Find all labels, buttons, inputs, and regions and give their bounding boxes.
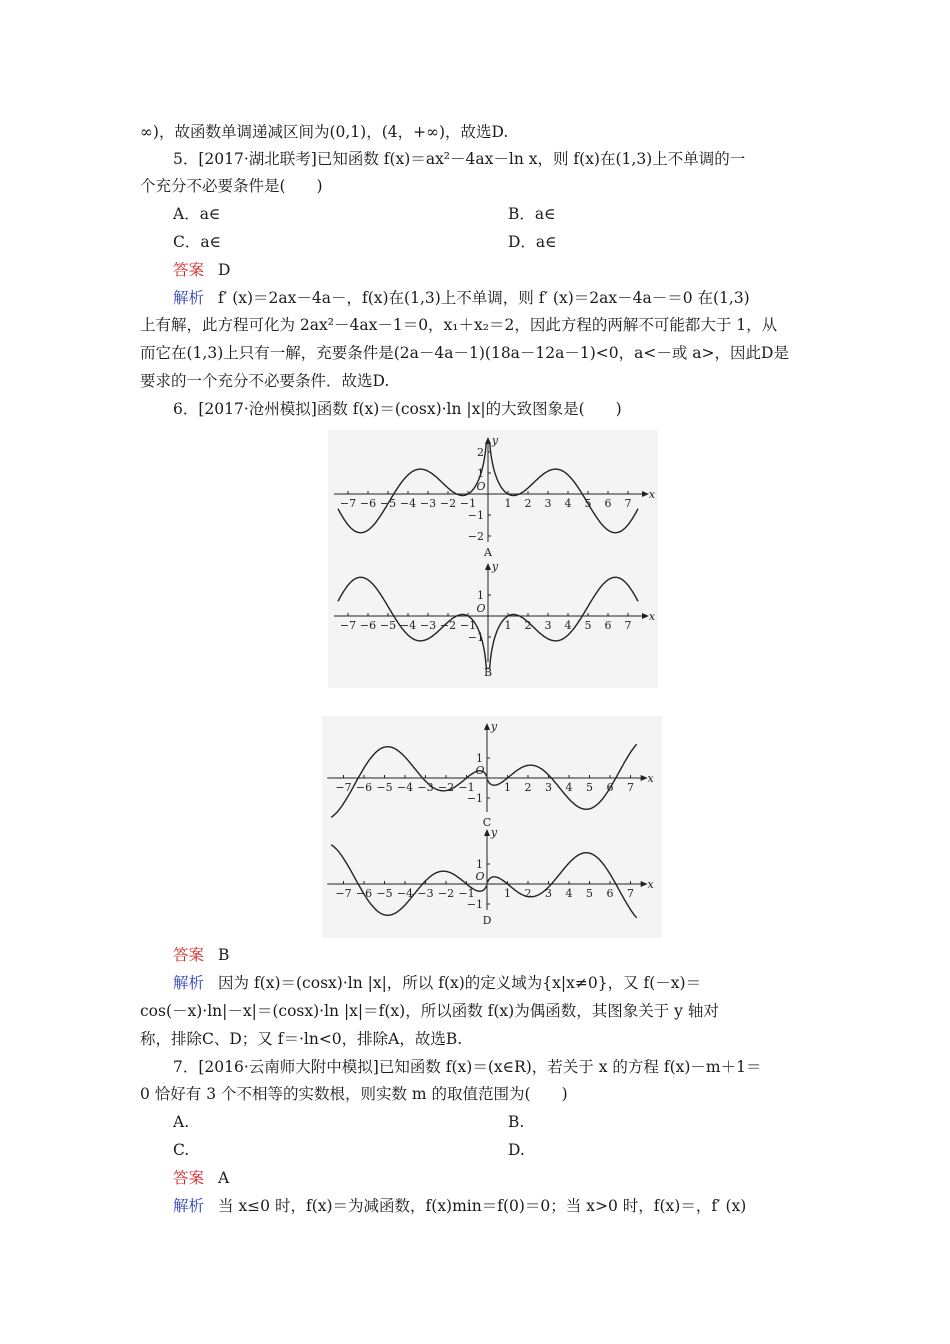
x-tick-label: 4 bbox=[564, 619, 572, 632]
x-tick-label: 3 bbox=[544, 497, 552, 510]
solution-label: 解析 bbox=[173, 1197, 205, 1215]
figure-group-cd bbox=[322, 716, 662, 938]
x-tick-label: 6 bbox=[606, 887, 614, 900]
x-tick-label: 1 bbox=[504, 887, 511, 900]
x-tick-label: −5 bbox=[379, 497, 397, 510]
solution-text: f′ (x)＝2ax－4a－，f(x)在(1,3)上不单调，则 f′ (x)＝2ax－4a－＝0 在(1,3) bbox=[218, 289, 750, 307]
answer-label: 答案 bbox=[173, 1169, 205, 1187]
y-tick-label: 2 bbox=[477, 446, 484, 459]
q6-solution bbox=[173, 972, 701, 994]
solution-text: 当 x≤0 时，f(x)＝为减函数，f(x)min＝f(0)＝0；当 x>0 时，f(x)＝，f′ (x) bbox=[218, 1197, 747, 1215]
q5-option-d: D．a∈ bbox=[508, 233, 557, 251]
x-tick-label: −7 bbox=[339, 497, 357, 510]
q5-option-a: A．a∈ bbox=[173, 205, 221, 223]
x-tick-label: −1 bbox=[458, 781, 475, 794]
solution-line: 而它在(1,3)上只有一解，充要条件是(2a－4a－1)(18a－12a－1)<0，a<－或 a>，因此D是 bbox=[140, 344, 789, 362]
y-tick-label: 1 bbox=[477, 589, 484, 602]
x-tick-label: −5 bbox=[379, 619, 397, 632]
x-axis-label: x bbox=[647, 878, 654, 891]
x-tick-label: −4 bbox=[399, 619, 417, 632]
x-tick-label: −3 bbox=[417, 887, 434, 900]
y-tick-label: 1 bbox=[476, 858, 483, 871]
panel-label-a: A bbox=[484, 546, 492, 559]
x-tick-label: −1 bbox=[459, 619, 477, 632]
panel-label-b: B bbox=[483, 666, 493, 679]
y-axis-label: y bbox=[491, 560, 499, 573]
curve-c-right bbox=[487, 744, 636, 809]
q7-option-b: B. bbox=[508, 1113, 525, 1131]
question-5-stem: 5．[2017·湖北联考]已知函数 f(x)＝ax²－4ax－ln x，则 f(x)在(1,3)上不单调的一 bbox=[173, 150, 746, 168]
x-axis-label: x bbox=[647, 772, 654, 785]
x-tick-label: 7 bbox=[627, 887, 634, 900]
x-tick-label: 3 bbox=[544, 619, 552, 632]
answer-value: D bbox=[218, 261, 231, 279]
x-tick-label: −6 bbox=[355, 887, 373, 900]
x-tick-label: 2 bbox=[524, 781, 532, 794]
y-axis-label: y bbox=[490, 720, 498, 733]
question-7-stem-cont: 0 恰好有 3 个不相等的实数根，则实数 m 的取值范围为( ) bbox=[140, 1085, 568, 1103]
x-tick-label: −4 bbox=[396, 887, 414, 900]
text-line: ∞)，故函数单调递减区间为(0,1)，(4，+∞)，故选D. bbox=[140, 123, 509, 141]
x-tick-label: −3 bbox=[419, 619, 437, 632]
x-tick-label: 7 bbox=[624, 619, 632, 632]
panel-label-d: D bbox=[482, 914, 492, 927]
q7-option-a: A. bbox=[173, 1113, 190, 1131]
y-axis-label: y bbox=[490, 826, 498, 839]
x-tick-label: 5 bbox=[584, 497, 592, 510]
x-tick-label: 6 bbox=[606, 781, 614, 794]
x-tick-label: 1 bbox=[504, 781, 511, 794]
x-tick-label: 5 bbox=[584, 619, 592, 632]
x-tick-label: 2 bbox=[524, 497, 532, 510]
q7-option-c: C. bbox=[173, 1141, 190, 1159]
q5-answer bbox=[173, 259, 230, 281]
x-tick-label: −6 bbox=[359, 497, 377, 510]
x-axis-label: x bbox=[648, 488, 656, 501]
x-tick-label: 4 bbox=[565, 887, 573, 900]
x-tick-label: −7 bbox=[339, 619, 357, 632]
y-axis-arrow bbox=[484, 723, 490, 730]
origin-label: O bbox=[475, 870, 485, 883]
x-tick-label: 6 bbox=[604, 619, 612, 632]
y-tick-label: 1 bbox=[476, 752, 483, 765]
y-tick-label: −1 bbox=[466, 792, 483, 805]
x-tick-label: −1 bbox=[459, 497, 477, 510]
x-tick-label: 4 bbox=[565, 781, 573, 794]
origin-label: O bbox=[476, 480, 486, 493]
solution-label: 解析 bbox=[173, 289, 205, 307]
x-tick-label: 3 bbox=[545, 781, 552, 794]
y-tick-label: −1 bbox=[467, 631, 484, 644]
curve-d-right bbox=[487, 853, 636, 918]
origin-label: O bbox=[476, 602, 486, 615]
x-tick-label: −2 bbox=[439, 497, 457, 510]
x-tick-label: −4 bbox=[399, 497, 417, 510]
question-6-stem: 6．[2017·沧州模拟]函数 f(x)＝(cosx)·ln |x|的大致图象是( ) bbox=[173, 400, 622, 418]
answer-value: B bbox=[218, 946, 230, 964]
y-axis-arrow bbox=[484, 829, 490, 836]
q7-answer bbox=[173, 1167, 229, 1189]
x-tick-label: 5 bbox=[586, 781, 593, 794]
solution-line: 上有解，此方程可化为 2ax²－4ax－1＝0，x₁＋x₂＝2，因此方程的两解不可能都大于 1，从 bbox=[140, 316, 778, 334]
x-tick-label: −5 bbox=[376, 887, 393, 900]
panel-label-c: C bbox=[482, 816, 492, 829]
x-tick-label: 7 bbox=[627, 781, 634, 794]
curve-a-right bbox=[488, 442, 638, 533]
x-tick-label: −3 bbox=[417, 781, 434, 794]
solution-line: cos(－x)·ln|－x|＝(cosx)·ln |x|＝f(x)，所以函数 f(x)为偶函数，其图象关于 y 轴对 bbox=[140, 1002, 719, 1020]
x-tick-label: 3 bbox=[545, 887, 552, 900]
x-tick-label: 5 bbox=[586, 887, 593, 900]
curve-d-left bbox=[331, 845, 486, 916]
y-tick-label: 1 bbox=[477, 467, 484, 480]
y-tick-label: −2 bbox=[467, 530, 484, 543]
answer-value: A bbox=[218, 1169, 230, 1187]
y-axis-arrow bbox=[485, 563, 491, 570]
x-tick-label: −2 bbox=[439, 619, 457, 632]
x-tick-label: −5 bbox=[376, 781, 393, 794]
x-tick-label: −7 bbox=[335, 887, 352, 900]
x-tick-label: 1 bbox=[504, 619, 512, 632]
x-tick-label: −6 bbox=[359, 619, 377, 632]
q7-option-d: D. bbox=[508, 1141, 525, 1159]
q6-answer bbox=[173, 944, 229, 966]
q5-solution bbox=[173, 287, 750, 309]
x-tick-label: 4 bbox=[564, 497, 572, 510]
figure-group-ab bbox=[328, 430, 658, 688]
x-tick-label: −2 bbox=[437, 887, 455, 900]
solution-line: 称，排除C、D；又 f＝·ln<0，排除A，故选B. bbox=[140, 1030, 463, 1048]
y-tick-label: −1 bbox=[466, 898, 483, 911]
q5-option-b: B．a∈ bbox=[508, 205, 556, 223]
solution-text: 因为 f(x)＝(cosx)·ln |x|，所以 f(x)的定义域为{x|x≠0}，又 f(－x)＝ bbox=[218, 974, 702, 992]
solution-label: 解析 bbox=[173, 974, 205, 992]
x-tick-label: −3 bbox=[419, 497, 437, 510]
x-tick-label: −4 bbox=[396, 781, 414, 794]
x-tick-label: 1 bbox=[504, 497, 512, 510]
q7-solution bbox=[173, 1195, 746, 1217]
x-tick-label: 6 bbox=[604, 497, 612, 510]
x-tick-label: 2 bbox=[524, 619, 532, 632]
q5-option-c: C．a∈ bbox=[173, 233, 222, 251]
x-tick-label: −7 bbox=[335, 781, 352, 794]
question-7-stem: 7．[2016·云南师大附中模拟]已知函数 f(x)＝(x∈R)，若关于 x 的方程 f(x)－m＋1＝ bbox=[173, 1058, 762, 1076]
x-tick-label: −6 bbox=[355, 781, 373, 794]
answer-label: 答案 bbox=[173, 261, 205, 279]
x-axis-label: x bbox=[648, 610, 656, 623]
answer-label: 答案 bbox=[173, 946, 205, 964]
x-tick-label: −1 bbox=[458, 887, 475, 900]
curve-a-left bbox=[338, 442, 488, 533]
y-axis-label: y bbox=[491, 434, 499, 447]
x-tick-label: −2 bbox=[437, 781, 455, 794]
origin-label: O bbox=[475, 764, 485, 777]
y-tick-label: −1 bbox=[467, 509, 484, 522]
question-5-stem-cont: 个充分不必要条件是( ) bbox=[140, 177, 323, 195]
x-tick-label: 7 bbox=[624, 497, 632, 510]
x-tick-label: 2 bbox=[524, 887, 532, 900]
solution-line: 要求的一个充分不必要条件．故选D. bbox=[140, 372, 390, 390]
